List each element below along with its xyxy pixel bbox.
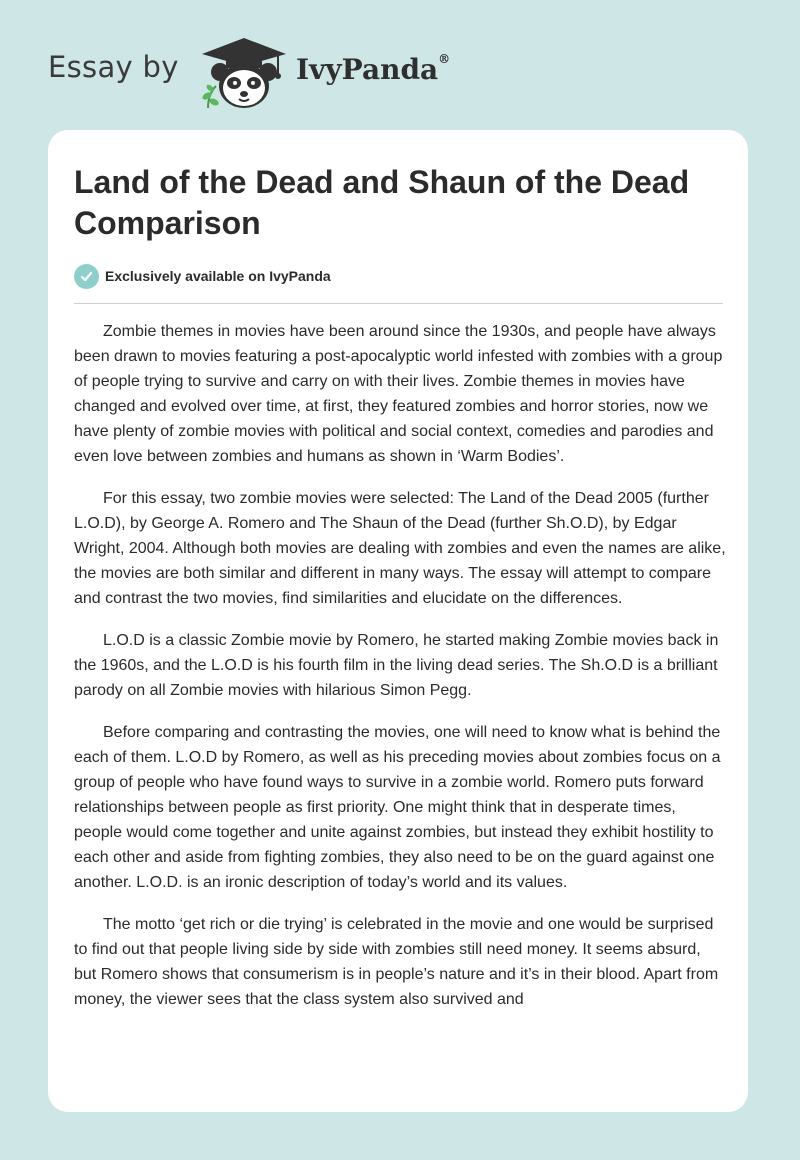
- site-header: [0, 0, 800, 120]
- check-circle-icon: [74, 264, 99, 289]
- essay-paragraph: The motto ‘get rich or die trying’ is celebrated in the movie and one would be surprised to find out that people living side by side with zombies still need money. It seems absurd, but Romero shows that consumerism is in people’s nature and it’s in their blood. Apart from money, the viewer sees that the class system also survived and: [74, 916, 719, 1008]
- essay-card: [48, 130, 748, 1112]
- essay-by-label: Essay by: [48, 50, 179, 84]
- title-divider: [74, 303, 723, 304]
- essay-paragraph: Before comparing and contrasting the movies, one will need to know what is behind the each of them. L.O.D by Romero, as well as his preceding movies about zombies focus on a group of people who have found ways to survive in a zombie world. Romero puts forward relationships between people as first priority. One might think that in desperate times, people would come together and unite against zombies, but instead they exhibit hostility to each other and aside from fighting zombies, they also need to be on the guard against one another. L.O.D. is an ironic description of today’s world and its values.: [74, 724, 721, 891]
- essay-body: [74, 319, 726, 1029]
- exclusive-badge-text: Exclusively available on IvyPanda: [105, 268, 331, 284]
- essay-paragraph: Zombie themes in movies have been around since the 1930s, and people have always been drawn to movies featuring a post-apocalyptic world infested with zombies with a group of people trying to survive and carry on with their lives. Zombie themes in movies have changed and evolved over time, at first, they featured zombies and horror stories, now we have plenty of zombie movies with political and social context, comedies and parodies and even love between zombies and humans as shown in ‘Warm Bodies’.: [74, 323, 723, 465]
- ivypanda-panda-logo-icon[interactable]: [198, 36, 290, 110]
- essay-paragraph: L.O.D is a classic Zombie movie by Romero, he started making Zombie movies back in the 1960s, and the L.O.D is his fourth film in the living dead series. The Sh.O.D is a brilliant parody on all Zombie movies with hilarious Simon Pegg.: [74, 632, 719, 699]
- registered-mark: ®: [438, 51, 451, 66]
- exclusive-badge: [74, 263, 331, 289]
- essay-title: Land of the Dead and Shaun of the Dead Comparison: [74, 164, 690, 241]
- brand-name-text: IvyPanda: [296, 53, 439, 86]
- ivypanda-wordmark[interactable]: [296, 53, 450, 86]
- essay-paragraph: For this essay, two zombie movies were selected: The Land of the Dead 2005 (further L.O.D), by George A. Romero and The Shaun of the Dead (further Sh.O.D), by Edgar Wright, 2004. Although both movies are dealing with zombies and even the names are alike, the movies are both similar and different in many ways. The essay will attempt to compare and contrast the two movies, find similarities and elucidate on the differences.: [74, 490, 726, 607]
